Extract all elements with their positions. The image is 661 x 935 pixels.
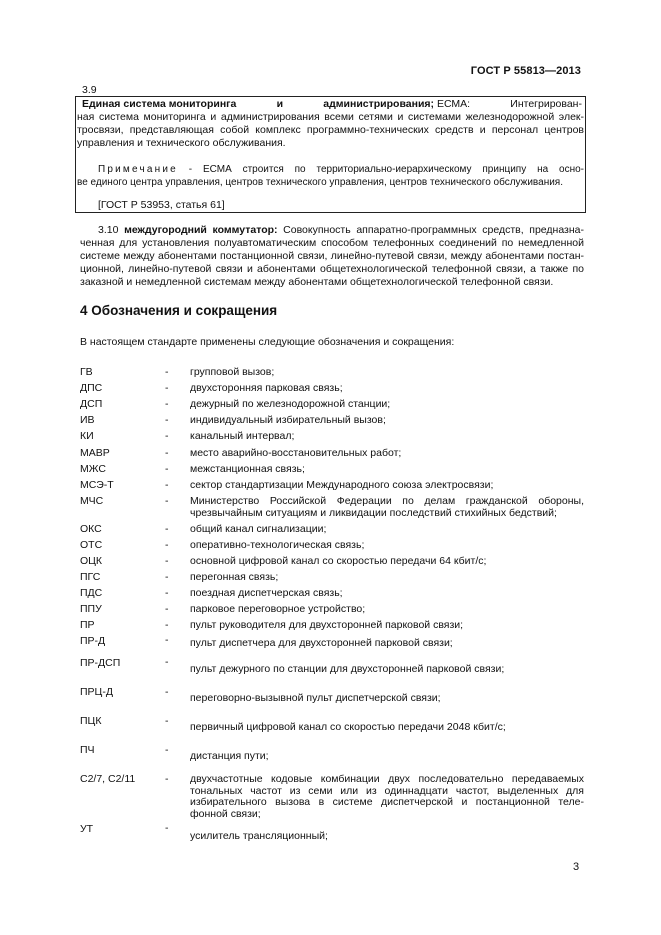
abbreviation-dash: - <box>165 382 169 394</box>
abbreviation-dash: - <box>165 479 169 491</box>
abbreviation-dash: - <box>165 539 169 551</box>
abbreviation-description: первичный цифровой канал со скоростью передачи 2048 кбит/с; <box>190 721 506 733</box>
abbreviation-description: парковое переговорное устройство; <box>190 603 366 615</box>
abbreviation-term: ПРЦ-Д <box>80 686 113 698</box>
abbreviation-term: ПР <box>80 619 95 631</box>
abbreviation-description: пульт диспетчера для двухсторонней парковой связи; <box>190 637 453 649</box>
term-word: администрирования; <box>323 98 435 110</box>
definition-text: Интегрирован- <box>510 98 582 110</box>
definition-text-line: ционной, линейно-путевой связи и абонентами общетехнологической телефонной связи, а также по <box>80 263 584 275</box>
abbreviation-term: С2/7, С2/11 <box>80 773 136 785</box>
note-text-line: ве единого центра управления, центров технического управления, центров технического обслуживания. <box>77 177 563 188</box>
abbreviation-dash: - <box>165 619 169 631</box>
document-header: ГОСТ Р 55813—2013 <box>470 65 581 77</box>
abbreviation-description: чрезвычайным ситуациям и ликвидации последствий стихийных бедствий; <box>190 506 557 519</box>
abbreviation-dash: - <box>165 571 169 583</box>
abbreviation-dash: - <box>165 398 169 410</box>
abbreviation-term: КИ <box>80 430 94 442</box>
abbreviation-term: ПЧ <box>80 744 95 756</box>
abbreviation-term: МСЭ-Т <box>80 479 114 491</box>
abbreviation-term: ПЦК <box>80 715 102 727</box>
abbreviation-description: место аварийно-восстановительных работ; <box>190 447 402 459</box>
abbreviation-dash: - <box>165 463 169 475</box>
abbreviation-dash: - <box>165 773 169 785</box>
definition-text-line: тросвязи, представляющая собой комплекс программно-технических средств и персонал центров <box>77 124 584 136</box>
abbreviation-dash: - <box>165 366 169 378</box>
abbreviation-term: МЧС <box>80 495 104 507</box>
section-intro: В настоящем стандарте применены следующие обозначения и сокращения: <box>80 336 455 348</box>
term-3-10: междугородний коммутатор: <box>124 224 278 236</box>
abbreviation-dash: - <box>165 715 169 727</box>
definition-text-line: ченная для установления полуавтоматическим способом телефонных соединений по немедленной <box>80 237 584 249</box>
definition-3-9-first-line <box>82 98 582 110</box>
abbreviation-dash: - <box>165 414 169 426</box>
definition-text-line: управления и технического обслуживания. <box>77 137 286 149</box>
abbreviation-description: пульт руководителя для двухсторонней парковой связи; <box>190 619 464 631</box>
abbreviation-dash: - <box>165 822 169 834</box>
abbreviation-term: ИВ <box>80 414 95 426</box>
abbreviation-description: двухсторонняя парковая связь; <box>190 382 343 394</box>
term-abbr: ЕСМА: <box>436 98 471 110</box>
abbreviation-description: дистанция пути; <box>190 750 269 762</box>
abbreviation-dash: - <box>165 523 169 535</box>
abbreviation-term: МАВР <box>80 447 110 459</box>
abbreviation-dash: - <box>165 744 169 756</box>
note-line <box>98 163 584 176</box>
abbreviation-description: Министерство Российской Федерации по делам гражданской обороны, <box>190 495 584 507</box>
abbreviation-description: перегонная связь; <box>190 571 279 583</box>
abbreviation-dash: - <box>165 447 169 459</box>
abbreviation-description: общий канал сигнализации; <box>190 523 327 535</box>
abbreviation-description: двухчастотные кодовые комбинации двух последовательно передаваемых <box>190 773 584 785</box>
abbreviation-description: поездная диспетчерская связь; <box>190 587 343 599</box>
section-heading: 4 Обозначения и сокращения <box>80 303 278 318</box>
abbreviation-term: ОТС <box>80 539 103 551</box>
abbreviation-dash: - <box>165 495 169 507</box>
abbreviation-description: переговорно-вызывной пульт диспетчерской связи; <box>190 692 441 704</box>
abbreviation-dash: - <box>165 603 169 615</box>
abbreviation-term: ППУ <box>80 603 102 615</box>
abbreviation-term: УТ <box>80 823 94 835</box>
abbreviation-term: ПР-Д <box>80 635 106 647</box>
abbreviation-description: групповой вызов; <box>190 366 275 378</box>
definition-source: [ГОСТ Р 53953, статья 61] <box>98 199 225 211</box>
abbreviation-description: основной цифровой канал со скоростью передачи 64 кбит/с; <box>190 555 487 567</box>
term-with-abbr <box>323 98 470 110</box>
abbreviation-term: ОКС <box>80 523 102 535</box>
abbreviation-term: ГВ <box>80 366 93 378</box>
abbreviation-term: ПДС <box>80 587 103 599</box>
term-word: Единая система мониторинга <box>82 98 237 110</box>
abbreviation-dash: - <box>165 656 169 668</box>
abbreviation-description: сектор стандартизации Международного союза электросвязи; <box>190 479 494 491</box>
note-text: - ЕСМА строится по территориально-иерархическому принципу на осно- <box>188 164 584 175</box>
abbreviation-description: оперативно-технологическая связь; <box>190 539 365 551</box>
abbreviation-description: межстанционная связь; <box>190 463 305 475</box>
definition-text-line: заказной и немедленной системам между абонентами общетехнологической телефонной связи. <box>80 276 554 288</box>
definition-text-line: системе между абонентами постанционной связи, линейно-путевой связи, между абонентами постан- <box>80 250 584 262</box>
abbreviation-description: избирательного вызова в системе диспетчерской и постанционной теле- <box>190 796 584 808</box>
definition-text-line: ная система мониторинга и администрирования всеми сетями и системами железнодорожной элек- <box>77 111 584 123</box>
abbreviation-term: ДСП <box>80 398 103 410</box>
abbreviation-description: канальный интервал; <box>190 430 295 442</box>
abbreviation-description: индивидуальный избирательный вызов; <box>190 414 386 426</box>
abbreviation-dash: - <box>165 634 169 646</box>
abbreviation-dash: - <box>165 555 169 567</box>
clause-number-3-9: 3.9 <box>82 84 97 96</box>
definition-text: Совокупность аппаратно-программных средств, предназна- <box>283 224 585 236</box>
abbreviation-description: пульт дежурного по станции для двухсторонней парковой связи; <box>190 663 505 675</box>
term-word: и <box>276 98 284 110</box>
abbreviation-dash: - <box>165 587 169 599</box>
abbreviation-description: дежурный по железнодорожной станции; <box>190 398 391 410</box>
abbreviation-term: ОЦК <box>80 555 103 567</box>
abbreviation-dash: - <box>165 430 169 442</box>
definition-3-10-first-line <box>98 224 584 237</box>
abbreviation-description: тональных частот из семи или из одиннадцати частот, выделенных для <box>190 784 584 797</box>
abbreviation-term: МЖС <box>80 463 106 475</box>
abbreviation-description: фонной связи; <box>190 807 261 820</box>
abbreviation-description: усилитель трансляционный; <box>190 830 328 842</box>
note-label: Примечание <box>98 164 178 175</box>
page-number: 3 <box>573 861 580 873</box>
abbreviation-term: ПГС <box>80 571 101 583</box>
abbreviation-term: ДПС <box>80 382 103 394</box>
clause-number-3-10: 3.10 <box>98 224 119 236</box>
abbreviation-term: ПР-ДСП <box>80 657 121 669</box>
abbreviation-dash: - <box>165 686 169 698</box>
